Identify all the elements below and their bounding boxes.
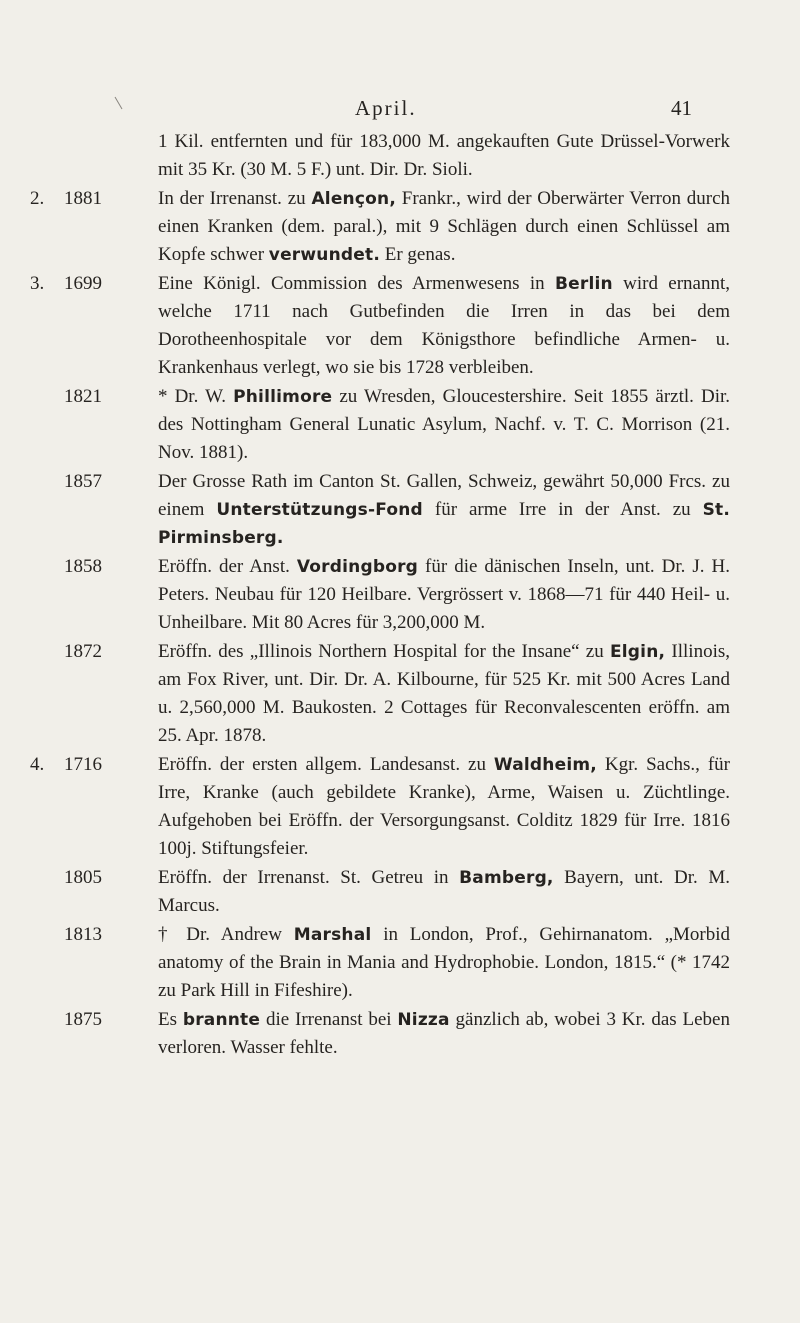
emphasized-term: Waldheim,: [493, 755, 597, 775]
text-run: wird ernannt, welche 1711 nach Gutbefinden die Irren in das bei dem Dorotheenhospitale vor dem Königsthore befindliche Armen- u. Krankenhaus verlegt, wo sie bis 1728 verbleiben.: [158, 273, 730, 378]
text-run: Eröffn. der Irrenanst. St. Getreu in: [158, 867, 460, 888]
entry-text: [158, 383, 730, 467]
page-header: [0, 96, 800, 126]
emphasized-term: verwundet.: [268, 245, 380, 265]
text-run: Er genas.: [380, 244, 456, 265]
text-run: Frankr., wird der Oberwärter Verron durch einen Kranken (dem. paral.), mit 9 Schlägen durch einen Schlüssel am Kopfe schwer: [158, 188, 730, 265]
emphasized-term: Phillimore: [233, 387, 333, 407]
emphasized-term: Bamberg,: [459, 868, 554, 888]
chronicle-entry: [30, 864, 730, 920]
text-run: für arme Irre in der Anst. zu: [422, 499, 703, 520]
page-number: 41: [671, 96, 692, 120]
chronicle-entry: [30, 1006, 730, 1062]
emphasized-term: Unterstützungs-: [216, 500, 376, 520]
entry-text: [158, 921, 730, 1005]
day-number: 4.: [30, 754, 45, 775]
text-run: Eröffn. der Anst.: [158, 556, 297, 577]
text-run: in London, Prof., Gehirnanatom. „Morbid anatomy of the Brain in Mania and Hydrophobie. London, 1815.“ (* 1742 zu Park Hill in Fifeshire).: [158, 924, 730, 1001]
entry-year: 1872: [64, 641, 102, 662]
emphasized-term: Fond: [375, 500, 423, 520]
entry-year: 1858: [64, 556, 102, 577]
entry-year: 1716: [64, 754, 102, 775]
chronicle-entry: [30, 185, 730, 269]
text-run: In der Irrenanst. zu: [158, 188, 312, 209]
text-run: 1 Kil. entfernten und für 183,000 M. angekauften Gute Drüssel-Vorwerk mit 35 Kr. (30 M. 5 F.) unt. Dir. Dr. Sioli.: [158, 131, 730, 180]
text-run: Eröffn. des „Illinois Northern Hospital for the Insane“ zu: [158, 641, 610, 662]
text-run: die Irrenanst bei: [260, 1009, 398, 1030]
emphasized-term: St. Pirminsberg.: [158, 500, 730, 548]
day-number: 3.: [30, 273, 45, 294]
chronicle-entry: [30, 128, 730, 184]
entry-year: 1857: [64, 471, 102, 492]
entry-text: [158, 468, 730, 552]
chronicle-entry: [30, 638, 730, 750]
chronicle-entry: [30, 383, 730, 467]
emphasized-term: Elgin,: [609, 642, 666, 662]
entry-text: [158, 864, 730, 920]
month-heading: April.: [355, 96, 417, 120]
text-run: Kgr. Sachs., für Irre, Kranke (auch gebildete Kranke), Arme, Waisen u. Züchtlinge. Aufgehoben bei Eröffn. der Versorgungsanst. Colditz 1829 für Irre. 1816 100j. Stiftungsfeier.: [158, 754, 730, 859]
entry-text: [158, 638, 730, 750]
chronicle-entry: [30, 468, 730, 552]
text-run: zu Wresden, Gloucestershire. Seit 1855 ärztl. Dir. des Nottingham General Lunatic Asylum, Nachf. v. T. C. Morrison (21. Nov. 1881).: [158, 386, 730, 463]
text-run: Eine Königl. Commission des Armenwesens in: [158, 273, 555, 294]
chronicle-entry: [30, 921, 730, 1005]
chronicle-entry: [30, 553, 730, 637]
chronicle-entries: [30, 128, 730, 1063]
emphasized-term: brannte: [182, 1010, 261, 1030]
entry-text: [158, 185, 730, 269]
text-run: Es: [158, 1009, 183, 1030]
emphasized-term: Berlin: [554, 274, 613, 294]
text-run: gänzlich ab, wobei 3 Kr. das Leben verloren. Wasser fehlte.: [158, 1009, 730, 1058]
text-run: Eröffn. der ersten allgem. Landesanst. zu: [158, 754, 494, 775]
entry-year: 1699: [64, 273, 102, 294]
chronicle-entry: [30, 270, 730, 382]
entry-text: [158, 751, 730, 863]
entry-year: 1881: [64, 188, 102, 209]
emphasized-term: Alençon,: [311, 189, 396, 209]
text-run: Illinois, am Fox River, unt. Dir. Dr. A. Kilbourne, für 525 Kr. mit 500 Acres Land u. 2,560,000 M. Baukosten. 2 Cottages für Reconvalescenten eröffn. am 25. Apr. 1878.: [158, 641, 730, 746]
day-number: 2.: [30, 188, 45, 209]
text-run: * Dr. W.: [158, 386, 234, 407]
entry-text: [158, 128, 730, 184]
emphasized-term: Vordingborg: [296, 557, 419, 577]
text-run: † Dr. Andrew: [158, 924, 294, 945]
entry-year: 1813: [64, 924, 102, 945]
text-run: Der Grosse Rath im Canton St. Gallen, Schweiz, gewährt 50,000 Frcs. zu einem: [158, 471, 730, 520]
emphasized-term: Nizza: [397, 1010, 450, 1030]
text-run: für die dänischen Inseln, unt. Dr. J. H. Peters. Neubau für 120 Heilbare. Vergrössert v. 1868—71 für 440 Heil- u. Unheilbare. Mit 80 Acres für 3,200,000 M.: [158, 556, 730, 633]
entry-year: 1821: [64, 386, 102, 407]
text-run: Bayern, unt. Dr. M. Marcus.: [158, 867, 730, 916]
entry-text: [158, 270, 730, 382]
entry-year: 1805: [64, 867, 102, 888]
emphasized-term: Marshal: [293, 925, 372, 945]
chronicle-entry: [30, 751, 730, 863]
entry-text: [158, 553, 730, 637]
entry-year: 1875: [64, 1009, 102, 1030]
entry-text: [158, 1006, 730, 1062]
